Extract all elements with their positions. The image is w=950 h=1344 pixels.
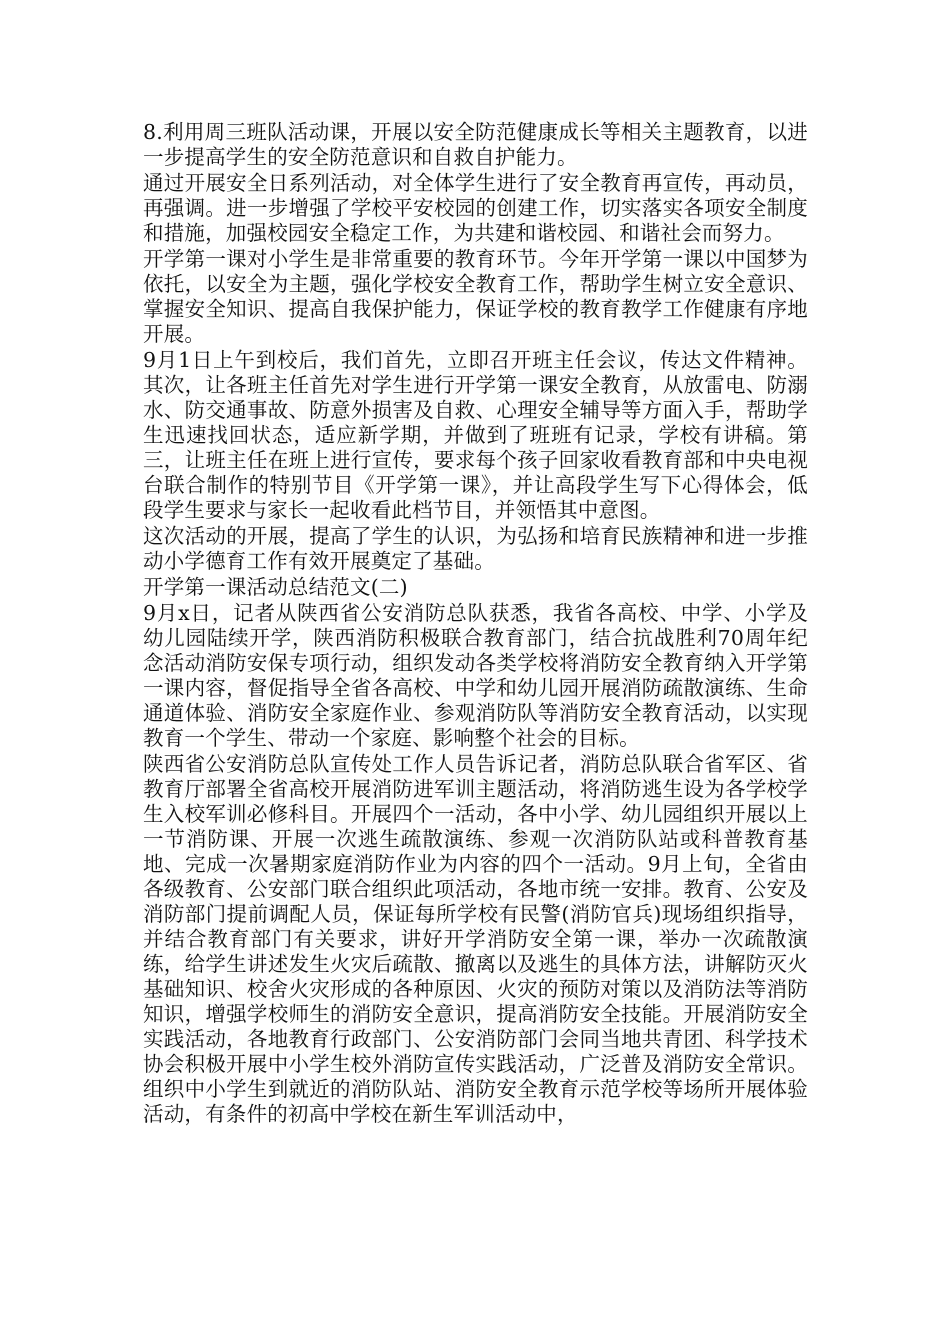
paragraph-4: 9月1日上午到校后，我们首先，立即召开班主任会议，传达文件精神。其次，让各班主任首先对学生进行开学第一课安全教育，从放雷电、防溺水、防交通事故、防意外损害及自救、心理安全辅导等方面入手，帮助学生迅速找回状态，适应新学期，并做到了班班有记录，学校有讲稿。第三，让班主任在班上进行宣传，要求每个孩子回家收看教育部和中央电视台联合制作的特别节目《开学第一课》，并让高段学生写下心得体会，低段学生要求与家长一起收看此档节目，并领悟其中意图。 [143,348,808,522]
paragraph-5: 这次活动的开展，提高了学生的认识，为弘扬和培育民族精神和进一步推动小学德育工作有效开展奠定了基础。 [143,524,808,573]
document-body [143,120,808,1128]
paragraph-2: 通过开展安全日系列活动，对全体学生进行了安全教育再宣传，再动员，再强调。进一步增强了学校平安校园的创建工作，切实落实各项安全制度和措施，加强校园安全稳定工作，为共建和谐校园、和谐社会而努力。 [143,171,808,245]
paragraph-6: 9月x日，记者从陕西省公安消防总队获悉，我省各高校、中学、小学及幼儿园陆续开学，陕西消防积极联合教育部门，结合抗战胜利70周年纪念活动消防安保专项行动，组织发动各类学校将消防安全教育纳入开学第一课内容，督促指导全省各高校、中学和幼儿园开展消防疏散演练、生命通道体验、消防安全家庭作业、参观消防队等消防安全教育活动，以实现教育一个学生、带动一个家庭、影响整个社会的目标。 [143,601,808,750]
paragraph-1: 8.利用周三班队活动课，开展以安全防范健康成长等相关主题教育，以进一步提高学生的安全防范意识和自救自护能力。 [143,120,808,169]
section-heading: 开学第一课活动总结范文(二) [143,575,408,599]
paragraph-3: 开学第一课对小学生是非常重要的教育环节。今年开学第一课以中国梦为依托，以安全为主题，强化学校安全教育工作，帮助学生树立安全意识、掌握安全知识、提高自我保护能力，保证学校的教育教学工作健康有序地开展。 [143,247,808,346]
paragraph-7: 陕西省公安消防总队宣传处工作人员告诉记者，消防总队联合省军区、省教育厅部署全省高校开展消防进军训主题活动，将消防逃生设为各学校学生入校军训必修科目。开展四个一活动，各中小学、幼儿园组织开展以上一节消防课、开展一次逃生疏散演练、参观一次消防队站或科普教育基地、完成一次暑期家庭消防作业为内容的四个一活动。9月上旬，全省由各级教育、公安部门联合组织此项活动，各地市统一安排。教育、公安及消防部门提前调配人员，保证每所学校有民警(消防官兵)现场组织指导，并结合教育部门有关要求，讲好开学消防安全第一课，举办一次疏散演练，给学生讲述发生火灾后疏散、撤离以及逃生的具体方法，讲解防灭火基础知识、校舍火灾形成的各种原因、火灾的预防对策以及消防法等消防知识，增强学校师生的消防安全意识，提高消防安全技能。开展消防安全实践活动，各地教育行政部门、公安消防部门会同当地共青团、科学技术协会积极开展中小学生校外消防宣传实践活动，广泛普及消防安全常识。组织中小学生到就近的消防队站、消防安全教育示范学校等场所开展体验活动，有条件的初高中学校在新生军训活动中， [143,752,808,1126]
